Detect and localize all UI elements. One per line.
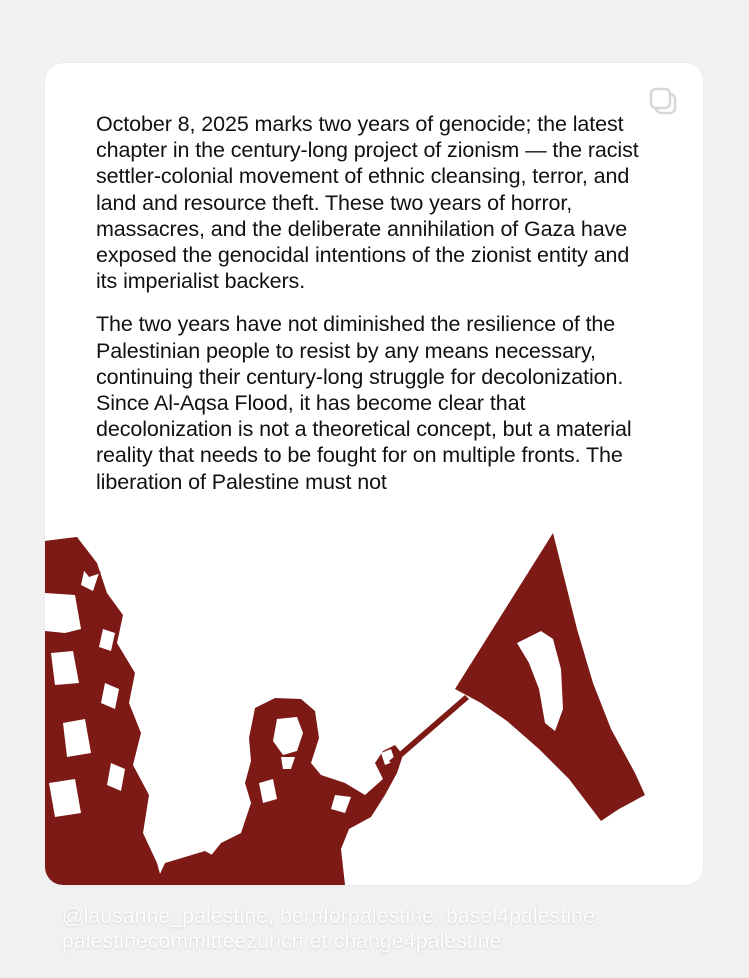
paragraph-2: The two years have not diminished the resilience of the Palestinian people to resist by any means necessary, continuing their century-long struggle for decolonization. Since Al-Aqsa Flood, it has become clear that decolonization is not a theoretical concept, but a material reality that needs to be fought for on multiple fronts. The liberation of Palestine must not [96,312,632,494]
flag-bearer-illustration [45,533,703,885]
mention-caption[interactable]: @lausanne_palestine, bernforpalestine, basel4palestine, palestinecommitteezurich et change4palestine [62,905,602,953]
paragraph-1: October 8, 2025 marks two years of genocide; the latest chapter in the century-long project of zionism — the racist settler-colonial movement of ethnic cleansing, terror, and land and resource theft. These two years of horror, massacres, and the deliberate annihilation of Gaza have exposed the genocidal intentions of the zionist entity and its imperialist backers. [96,112,639,294]
statement-text [96,111,646,512]
post-card [45,63,703,885]
copy-icon[interactable] [647,85,681,119]
